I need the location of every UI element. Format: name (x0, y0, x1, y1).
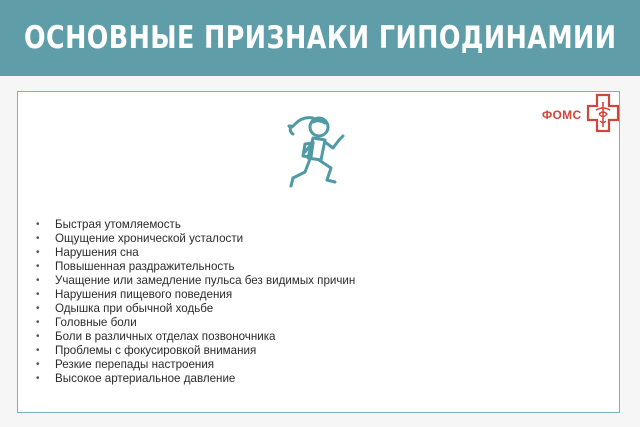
list-item: • Нарушения пищевого поведения (36, 288, 233, 301)
list-item: • Повышенная раздражительность (36, 260, 235, 273)
list-item: • Боли в различных отделах позвоночника (36, 330, 276, 343)
list-item: • Быстрая утомляемость (36, 218, 181, 231)
list-item: • Ощущение хронической усталости (36, 232, 244, 245)
medical-cross-icon (586, 93, 620, 133)
list-item: • Проблемы с фокусировкой внимания (36, 344, 257, 357)
bullet-icon: • (36, 289, 40, 300)
bullet-icon: • (36, 317, 40, 328)
bullet-icon: • (36, 359, 40, 370)
bullet-icon: • (36, 275, 40, 286)
bullet-icon: • (36, 345, 40, 356)
bullet-icon: • (36, 247, 40, 258)
bullet-icon: • (36, 303, 40, 314)
page-title: ОСНОВНЫЕ ПРИЗНАКИ ГИПОДИНАМИИ (23, 20, 617, 56)
bullet-icon: • (36, 219, 40, 230)
list-item: • Одышка при обычной ходьбе (36, 302, 214, 315)
list-item: • Головные боли (36, 316, 137, 329)
list-item: • Нарушения сна (36, 246, 139, 259)
list-item: • Резкие перепады настроения (36, 358, 215, 371)
foms-logo (542, 93, 620, 135)
running-person-icon (283, 112, 349, 194)
list-item: • Учащение или замедление пульса без видимых причин (36, 274, 356, 287)
logo-text: ФОМС (542, 108, 582, 122)
bullet-icon: • (36, 331, 40, 342)
bullet-icon: • (36, 233, 40, 244)
symptoms-list (36, 218, 355, 386)
bullet-icon: • (36, 261, 40, 272)
list-item: • Высокое артериальное давление (36, 372, 236, 385)
bullet-icon: • (36, 373, 40, 384)
header-banner (0, 0, 640, 76)
